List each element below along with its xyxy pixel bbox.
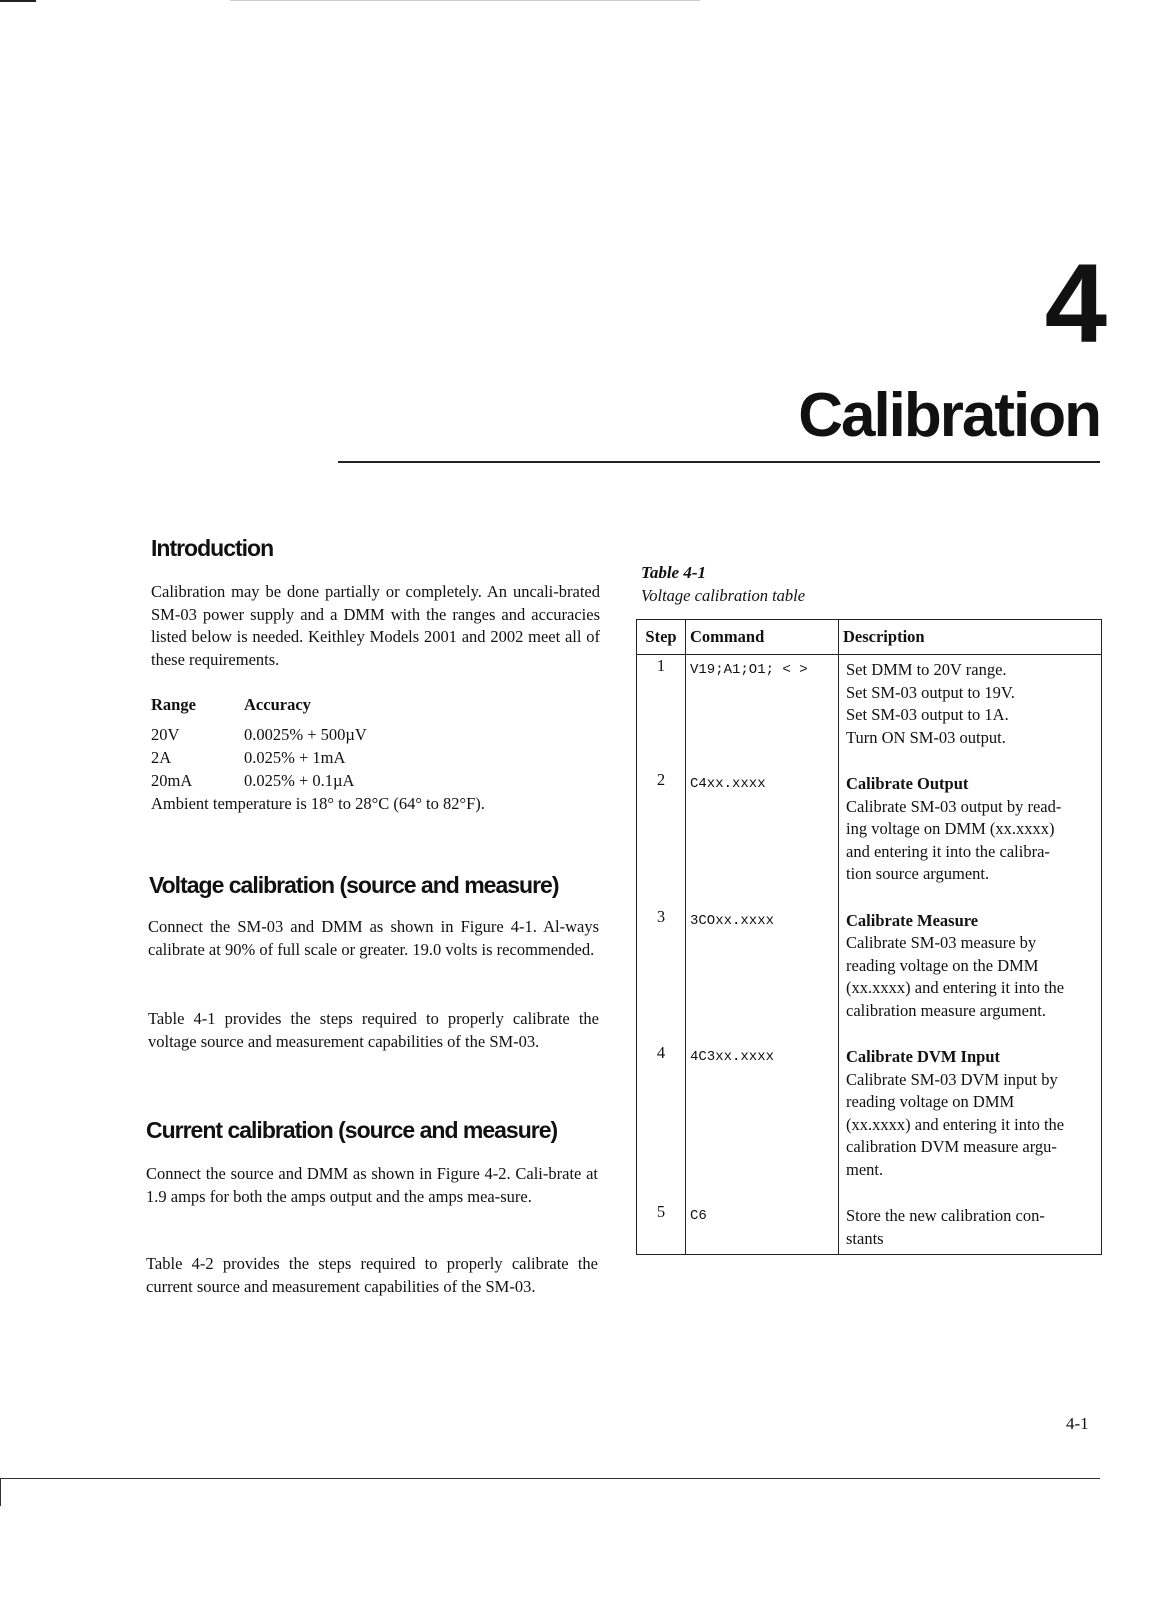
header-description: Description	[839, 620, 1102, 655]
command-cell: V19;A1;O1; < >	[686, 655, 839, 770]
description-line: Set SM-03 output to 1A.	[846, 705, 1009, 724]
chapter-rule	[338, 461, 1100, 463]
description-line: Calibrate SM-03 DVM input by	[846, 1069, 1058, 1089]
spec-header-row	[151, 690, 611, 720]
description-line: and entering it into the calibra-	[846, 841, 1050, 861]
footer-rule	[0, 1478, 1100, 1479]
step-cell: 2	[637, 769, 686, 906]
description-line: Set SM-03 output to 19V.	[846, 682, 1015, 702]
spec-list	[151, 690, 611, 815]
table-row	[637, 655, 1102, 770]
table-title: Table 4-1	[641, 563, 707, 582]
step-cell: 4	[637, 1042, 686, 1201]
description-line: (xx.xxxx) and entering it into the	[846, 978, 1065, 997]
description-cell	[839, 1042, 1102, 1201]
description-cell	[839, 655, 1102, 770]
voltage-paragraph-2: Table 4-1 provides the steps required to properly calibrate the voltage source and measurement capabilities of the SM-03.	[148, 1009, 599, 1051]
chapter-title: Calibration	[798, 381, 1100, 450]
description-cell	[839, 769, 1102, 906]
description-line: calibration DVM measure argu-	[846, 1137, 1057, 1156]
voltage-heading: Voltage calibration (source and measure)	[149, 872, 559, 898]
spec-range: 2A	[151, 748, 172, 767]
description-line: stants	[846, 1228, 884, 1248]
spec-accuracy: 0.025% + 1mA	[244, 748, 346, 767]
description-line: Calibrate SM-03 measure by	[846, 933, 1037, 952]
command-cell: C4xx.xxxx	[686, 769, 839, 906]
table-caption: Voltage calibration table	[641, 586, 806, 605]
description-title: Calibrate Output	[846, 774, 969, 793]
table-row	[637, 769, 1102, 906]
intro-paragraph: Calibration may be done partially or completely. An uncali-brated SM-03 power supply and a DMM with the ranges and accuracies listed below is needed. Keithley Models 2001 and 2002 meet all of these requirements.	[151, 582, 600, 669]
description-line: Turn ON SM-03 output.	[846, 727, 1006, 747]
spec-accuracy: 0.0025% + 500µV	[244, 725, 367, 744]
description-line: Set DMM to 20V range.	[846, 660, 1007, 679]
page-number: 4-1	[1066, 1414, 1089, 1433]
header-command: Command	[686, 620, 839, 655]
spec-header-range: Range	[151, 695, 196, 714]
description-title: Calibrate DVM Input	[846, 1047, 1001, 1066]
step-cell: 1	[637, 655, 686, 770]
table-row	[637, 906, 1102, 1043]
scan-edge-mark	[0, 0, 36, 2]
description-cell	[839, 906, 1102, 1043]
command-cell: 3COxx.xxxx	[686, 906, 839, 1043]
header-step: Step	[637, 620, 686, 655]
description-line: (xx.xxxx) and entering it into the	[846, 1114, 1065, 1134]
voltage-calibration-table	[636, 619, 1102, 1255]
step-cell: 3	[637, 906, 686, 1043]
current-paragraph-2: Table 4-2 provides the steps required to properly calibrate the current source and measurement capabilities of the SM-03.	[146, 1254, 598, 1296]
ambient-temperature-note: Ambient temperature is 18° to 28°C (64° to 82°F).	[151, 794, 485, 813]
spec-row	[151, 723, 611, 746]
spec-accuracy: 0.025% + 0.1µA	[244, 771, 355, 790]
command-cell: C6	[686, 1201, 839, 1255]
description-line: ment.	[846, 1159, 884, 1179]
spec-range: 20mA	[151, 771, 193, 790]
footer-edge-mark	[0, 1478, 1, 1506]
description-line: tion source argument.	[846, 864, 990, 883]
description-title: Calibrate Measure	[846, 910, 979, 930]
spec-row	[151, 746, 611, 769]
spec-range: 20V	[151, 725, 180, 744]
table-row	[637, 1042, 1102, 1201]
scan-edge-line	[230, 0, 700, 1]
table-header-row	[637, 620, 1102, 655]
intro-heading: Introduction	[151, 535, 274, 561]
description-line: reading voltage on the DMM	[846, 955, 1039, 975]
current-paragraph-1: Connect the source and DMM as shown in Figure 4-2. Cali-brate at 1.9 amps for both the amps output and the amps mea-sure.	[146, 1164, 598, 1206]
description-line: Store the new calibration con-	[846, 1206, 1045, 1225]
spec-row	[151, 769, 611, 792]
description-line: reading voltage on DMM	[846, 1092, 1015, 1111]
voltage-paragraph-1: Connect the SM-03 and DMM as shown in Figure 4-1. Al-ways calibrate at 90% of full scale or greater. 19.0 volts is recommended.	[148, 917, 599, 959]
chapter-number: 4	[1044, 241, 1107, 366]
current-heading: Current calibration (source and measure)	[146, 1117, 558, 1143]
spec-header-accuracy: Accuracy	[244, 695, 311, 714]
description-line: ing voltage on DMM (xx.xxxx)	[846, 819, 1055, 838]
description-line: calibration measure argument.	[846, 1000, 1046, 1020]
step-cell: 5	[637, 1201, 686, 1255]
command-cell: 4C3xx.xxxx	[686, 1042, 839, 1201]
description-cell	[839, 1201, 1102, 1255]
table-row	[637, 1201, 1102, 1255]
description-line: Calibrate SM-03 output by read-	[846, 796, 1062, 816]
